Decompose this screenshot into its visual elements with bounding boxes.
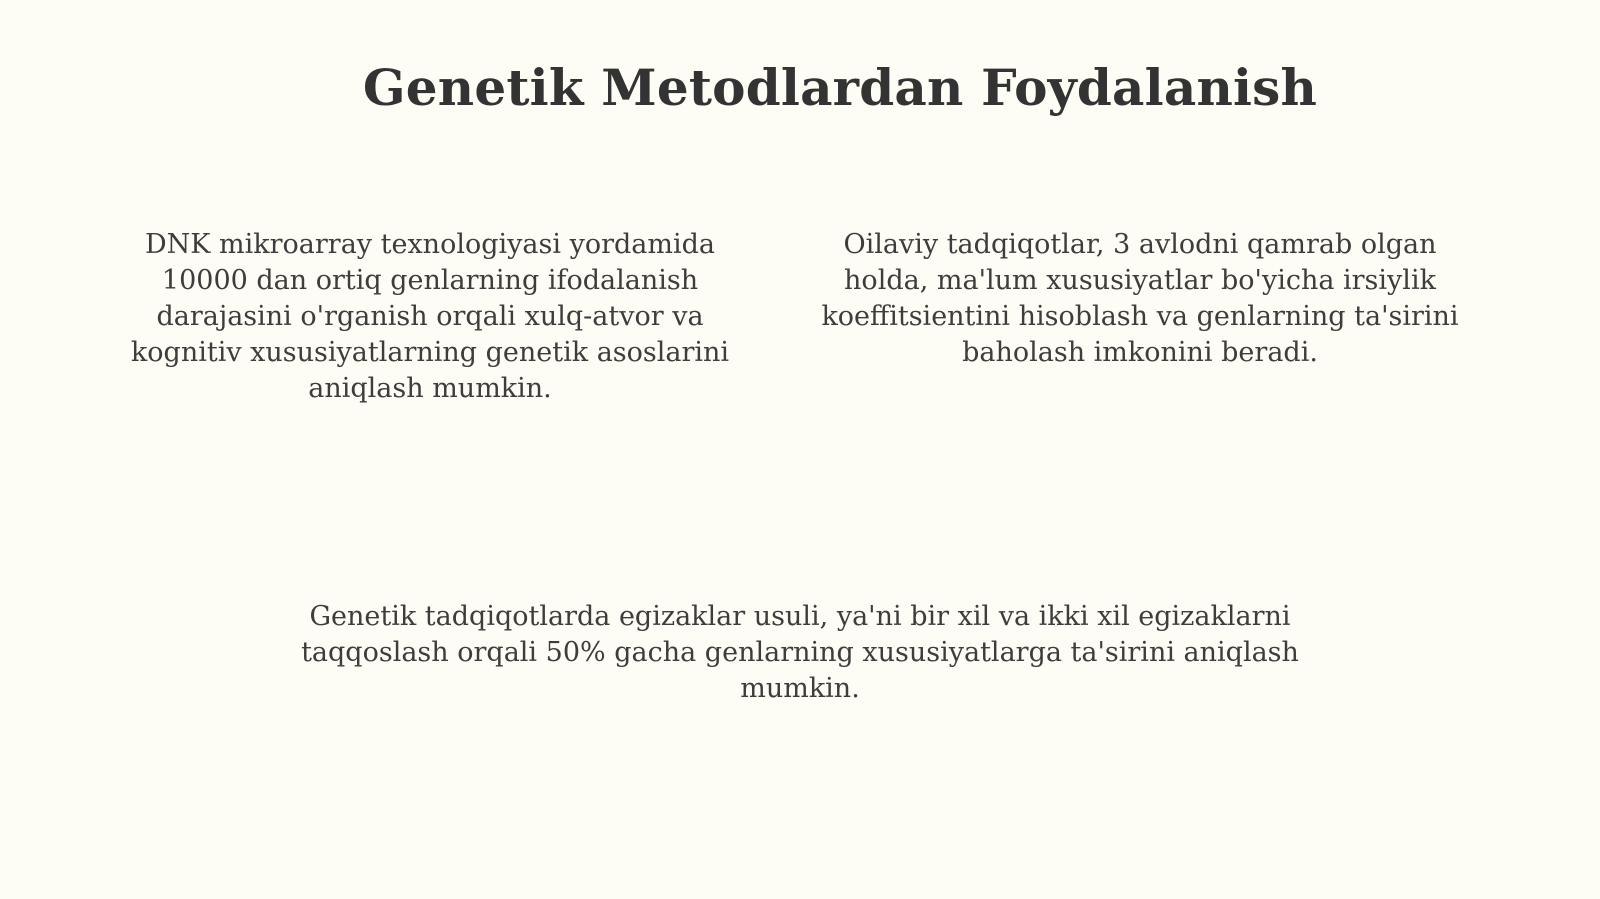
paragraph-family-studies: Oilaviy tadqiqotlar, 3 avlodni qamrab olgan holda, ma'lum xususiyatlar bo'yicha irsiylik koeffitsientini hisoblash va genlarning ta'sirini baholash imkonini beradi. xyxy=(821,229,1459,368)
paragraph-dnk-microarray: DNK mikroarray texnologiyasi yordamida 10000 dan ortiq genlarning ifodalanish darajasini o'rganish orqali xulq-atvor va kognitiv xususiyatlarning genetik asoslarini aniqlash mumkin. xyxy=(130,229,730,404)
slide-title: Genetik Metodlardan Foydalanish xyxy=(362,58,1318,117)
paragraph-twin-method: Genetik tadqiqotlarda egizaklar usuli, ya'ni bir xil va ikki xil egizaklarni taqqoslash orqali 50% gacha genlarning xususiyatlarga ta'sirini aniqlash mumkin. xyxy=(301,601,1299,704)
